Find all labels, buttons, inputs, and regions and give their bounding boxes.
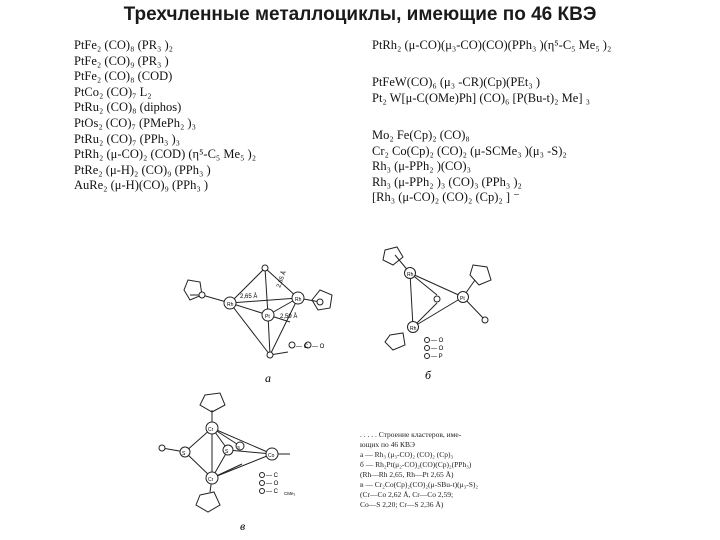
- formula-item: PtRu₂ (CO)₇ (PPh₃ )₃: [74, 131, 180, 146]
- formula-item: AuRe₂ (μ-H)(CO)₉ (PPh₃ ): [74, 178, 208, 193]
- structure-figure-c: [150, 390, 335, 538]
- figure-caption: [360, 430, 560, 510]
- caption-line: (Rh—Rh 2,65, Rh—Pt 2,65 Å): [360, 470, 454, 479]
- formula-item: Mo₂ Fe(Cp)₂ (CO)₈: [372, 127, 470, 142]
- legend-entry: — C: [266, 489, 278, 495]
- formula-item: Cr₂ Co(Cp)₂ (CO)₂ (μ-SCMe₃ )(μ₃ -S)₂: [372, 143, 567, 158]
- formula-item: [Rh₃ (μ-CO)₂ (CO)₂ (Cp)₂ ] ⁻: [372, 190, 520, 205]
- formula-item: PtCo₂ (CO)₇ L₂: [74, 84, 152, 99]
- formula-item: PtFeW(CO)₆ (μ₃ -CR)(Cp)(PEt₃ ): [372, 75, 541, 90]
- structure-figure-a: [180, 240, 355, 385]
- formula-item: PtOs₂ (CO)₇ (PMePh₂ )₃: [74, 115, 196, 130]
- legend-entry: — O: [431, 338, 444, 344]
- formula-item: PtRu₂ (CO)₈ (diphos): [74, 100, 182, 115]
- slide-title: Трехчленные металлоциклы, имеющие по 46 КВЭ: [123, 4, 597, 25]
- legend-entry: — O: [431, 346, 444, 352]
- formula-item: PtRe₂ (μ-H)₂ (CO)₉ (PPh₃ ): [74, 162, 211, 177]
- caption-line: . . . . . Строение кластеров, име-: [360, 430, 462, 439]
- bond-length-label: 2,59 Å: [280, 314, 298, 320]
- formula-item: Rh₃ (μ-PPh₂ )₃ (CO)₃ (PPh₃ )₂: [372, 174, 522, 189]
- formula-item: PtRh₂ (μ-CO)₂ (COD) (η⁵-C₅ Me₅ )₂: [74, 147, 257, 162]
- atom-label: Rh: [407, 272, 414, 278]
- atom-label: S: [182, 451, 186, 457]
- atom-label: Pt: [460, 296, 465, 302]
- bond-length-label: 2,65 Å: [276, 270, 288, 289]
- legend-entry: — P: [431, 354, 443, 360]
- legend-entry: — C: [296, 344, 308, 350]
- formula-item: Pt₂ W[μ-C(OMe)Ph] (CO)₆ [P(Bu-t)₂ Me] ₃: [372, 90, 590, 105]
- atom-label: Co: [268, 453, 275, 459]
- atom-label: Pt: [265, 314, 270, 320]
- figure-label: а: [265, 371, 271, 385]
- caption-line: б — Rh₂Pt(μ₂-CO)₂(CO)(Cp)₂(PPh₃): [360, 460, 472, 469]
- caption-line: Co—S 2,20; Cr—S 2,36 Å): [360, 500, 444, 509]
- legend-entry: — O: [312, 344, 325, 350]
- atom-label: Rh: [410, 326, 417, 332]
- atom-label: Rh: [227, 302, 234, 308]
- legend-subscript: CMe₃: [284, 491, 296, 496]
- bond-length-label: 2,65 Å: [240, 294, 258, 300]
- formula-item: Rh₃ (μ-PPh₂ )(CO)₃: [372, 159, 471, 174]
- figure-label: б: [425, 368, 432, 382]
- formula-item: PtFe₂ (CO)₈ (PR₃ )₂: [74, 38, 174, 52]
- formula-item: PtRh₂ (μ-CO)(μ₃-CO)(CO)(PPh₃ )(η⁵-C₅ Me₅ )₂: [372, 38, 612, 52]
- caption-line: а — Rh₃ (μ₃-CO)₂ (CO)₂ (Cp)₃: [360, 450, 454, 459]
- caption-line: (Cr—Co 2,62 Å, Cr—Co 2,59;: [360, 490, 454, 499]
- atom-label: Rh: [295, 297, 302, 303]
- figure-label: в: [240, 519, 246, 533]
- left-formula-list: [74, 38, 256, 194]
- formula-item: PtFe₂ (CO)₈ (COD): [74, 69, 173, 84]
- atom-label: Cr: [208, 477, 214, 483]
- atom-label: Cr: [208, 427, 214, 433]
- legend-entry: — C: [266, 473, 278, 479]
- caption-line: в — Cr₂Co(Cp)₂(CO)₂(μ-SBu-t)(μ₃-S)₂: [360, 480, 478, 489]
- structure-figure-b: [375, 245, 500, 385]
- atom-label: S: [225, 449, 229, 455]
- right-formula-list: [372, 38, 611, 206]
- caption-line: ющих по 46 КВЭ: [360, 440, 415, 449]
- legend-entry: — O: [266, 481, 279, 487]
- atom-label: S: [237, 445, 241, 450]
- formula-item: PtFe₂ (CO)₉ (PR₃ ): [74, 53, 169, 68]
